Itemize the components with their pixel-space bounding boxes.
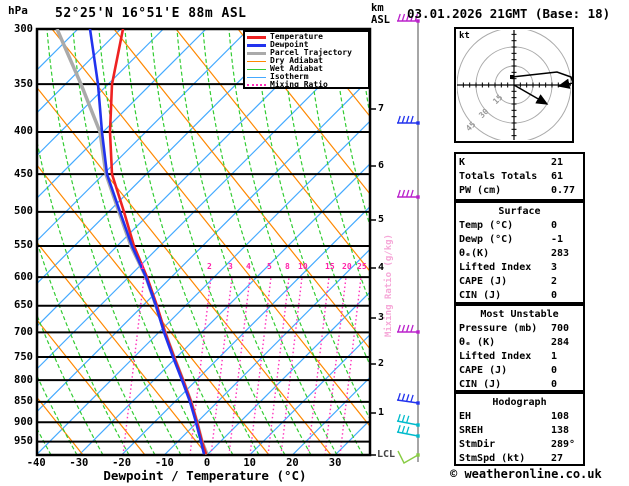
legend (243, 30, 370, 89)
mixing-ratio-label: 3 (228, 262, 233, 271)
hodograph-unit-label: kt (459, 31, 470, 41)
table-row-value: 27 (551, 453, 564, 464)
altitude-axis-unit-km: km (371, 2, 384, 14)
table-row-label: CAPE (J) (459, 365, 508, 376)
table-row-value: 2 (551, 276, 558, 287)
pressure-tick-label: 600 (14, 270, 33, 283)
temp-tick-label: 20 (286, 457, 299, 469)
temp-tick-label: -10 (154, 457, 174, 469)
mixing-ratio-label: 2 (207, 262, 212, 271)
table-row (459, 170, 580, 184)
table-row (459, 233, 580, 247)
table-row (459, 219, 580, 233)
km-tick-label: 1 (378, 407, 385, 418)
legend-item-label: Temperature (270, 32, 323, 41)
table-row-label: Pressure (mb) (459, 323, 538, 334)
table-row-label: Dewp (°C) (459, 234, 514, 245)
table-row-label: CIN (J) (459, 379, 502, 390)
table-row-value: 700 (551, 323, 570, 334)
pressure-tick-label: 300 (14, 22, 33, 35)
table-row-value: 0 (551, 290, 558, 301)
wind-barb (397, 393, 420, 405)
mixing-ratio-label: 4 (246, 262, 251, 271)
mixing-ratio-label: 15 (325, 262, 335, 271)
km-tick-label: 5 (378, 214, 385, 225)
indices-section-header: Hodograph (492, 397, 547, 408)
pressure-tick-label: 700 (14, 325, 33, 338)
table-row-label: SREH (459, 425, 484, 436)
plot-border (37, 29, 370, 455)
indices-section-header: Most Unstable (480, 309, 559, 320)
indices-section (454, 304, 585, 392)
table-row-label: StmDir (459, 439, 496, 450)
temp-tick-label: -30 (69, 457, 89, 469)
legend-item (247, 81, 368, 89)
wind-barb (397, 116, 420, 125)
altitude-axis-unit-asl: ASL (371, 14, 390, 26)
table-row-value: 21 (551, 157, 564, 168)
table-row-value: 0.77 (551, 185, 576, 196)
table-row (459, 378, 580, 392)
table-row (459, 156, 580, 170)
legend-item-label: Wet Adiabat (270, 64, 323, 73)
table-row-label: θₑ (K) (459, 337, 496, 348)
table-row-label: EH (459, 411, 472, 422)
legend-item-label: Parcel Trajectory (270, 48, 352, 57)
table-row-value: -1 (551, 234, 564, 245)
mixing-ratio-axis-label: Mixing Ratio (g/kg) (384, 234, 394, 337)
table-row-label: Lifted Index (459, 262, 532, 273)
table-row-label: CAPE (J) (459, 276, 508, 287)
wind-barb (397, 190, 420, 199)
table-row-label: StmSpd (kt) (459, 453, 526, 464)
temp-tick-label: 0 (203, 457, 211, 469)
mixing-ratio-label: 1 (140, 262, 145, 271)
wind-barb (397, 414, 420, 427)
mixing-ratio-label: 10 (298, 262, 308, 271)
curve-dewpoint (90, 29, 204, 454)
altitude-axis-unit (371, 2, 390, 26)
table-row-label: θₑ(K) (459, 248, 490, 259)
pressure-tick-label: 750 (14, 350, 33, 363)
indices-section (454, 392, 585, 466)
table-row-value: 108 (551, 411, 570, 422)
pressure-tick-label: 950 (14, 435, 33, 448)
km-tick-label: 3 (378, 312, 385, 323)
indices-section-header: Surface (498, 206, 541, 217)
table-row (459, 261, 580, 275)
legend-item-label: Dry Adiabat (270, 56, 323, 65)
pressure-tick-label: 400 (14, 125, 33, 138)
km-tick-label: 4 (378, 262, 385, 273)
table-row-label: Temp (°C) (459, 220, 514, 231)
wind-barb (397, 325, 420, 334)
table-row (459, 275, 580, 289)
legend-swatch (247, 77, 266, 78)
wind-barb (397, 425, 420, 438)
table-row (459, 424, 580, 438)
table-row (459, 438, 580, 452)
legend-swatch (247, 61, 266, 62)
table-row-value: 0 (551, 220, 558, 231)
pressure-tick-label: 900 (14, 415, 33, 428)
table-row-label: PW (cm) (459, 185, 502, 196)
hodograph-ring-label: 45 (463, 120, 478, 134)
lcl-marker-label: LCL (377, 449, 396, 460)
pressure-tick-label: 800 (14, 373, 33, 386)
km-tick-label: 6 (378, 160, 385, 171)
table-row-value: 283 (551, 248, 570, 259)
temp-tick-label: -20 (112, 457, 132, 469)
legend-swatch (247, 36, 266, 39)
table-row-value: 61 (551, 171, 564, 182)
mixing-ratio-label: 8 (285, 262, 290, 271)
mixing-ratio-label: 5 (267, 262, 272, 271)
mixing-ratio-label: 25 (357, 262, 367, 271)
table-row (459, 247, 580, 261)
legend-swatch (247, 44, 266, 47)
table-row-value: 1 (551, 351, 558, 362)
legend-swatch (247, 69, 266, 70)
station-title: 52°25'N 16°51'E 88m ASL (55, 6, 247, 21)
copyright-footer: © weatheronline.co.uk (450, 467, 602, 481)
pressure-tick-label: 450 (14, 167, 33, 180)
hodograph-ring-label: 30 (477, 106, 491, 120)
table-row-value: 0 (551, 379, 558, 390)
indices-section (454, 152, 585, 201)
table-row (459, 322, 580, 336)
table-row-value: 284 (551, 337, 570, 348)
table-row (459, 184, 580, 198)
legend-swatch (247, 84, 266, 86)
table-row-value: 0 (551, 365, 558, 376)
table-row-label: CIN (J) (459, 290, 502, 301)
legend-item-label: Isotherm (270, 72, 309, 81)
table-row (459, 410, 580, 424)
indices-section (454, 201, 585, 304)
table-row-label: Totals Totals (459, 171, 538, 182)
table-row (459, 364, 580, 378)
temp-tick-label: -40 (26, 457, 46, 469)
pressure-tick-label: 500 (14, 205, 33, 218)
temp-tick-label: 30 (328, 457, 342, 469)
mixing-ratio-label: 20 (342, 262, 352, 271)
pressure-tick-label: 850 (14, 395, 33, 408)
wind-barb (398, 451, 420, 463)
table-row (459, 452, 580, 466)
table-row-value: 3 (551, 262, 558, 273)
x-axis-title: Dewpoint / Temperature (°C) (103, 468, 307, 483)
km-tick-label: 7 (378, 103, 385, 114)
pressure-tick-label: 650 (14, 299, 33, 312)
legend-item-label: Dewpoint (270, 40, 309, 49)
temp-tick-label: 10 (243, 457, 257, 469)
table-row (459, 289, 580, 303)
table-row-label: Lifted Index (459, 351, 532, 362)
table-row-label: K (459, 157, 466, 168)
pressure-axis-unit: hPa (8, 4, 28, 17)
datetime-title: 03.01.2026 21GMT (Base: 18) (407, 6, 611, 21)
table-row (459, 336, 580, 350)
table-row-value: 138 (551, 425, 570, 436)
table-row-value: 289° (551, 439, 576, 450)
km-tick-label: 2 (378, 358, 385, 369)
hodograph-ring-label: 15 (490, 93, 504, 107)
table-row (459, 350, 580, 364)
pressure-tick-label: 350 (14, 77, 33, 90)
pressure-tick-label: 550 (14, 239, 33, 252)
legend-item-label: Mixing Ratio (270, 80, 328, 89)
legend-swatch (247, 52, 266, 55)
